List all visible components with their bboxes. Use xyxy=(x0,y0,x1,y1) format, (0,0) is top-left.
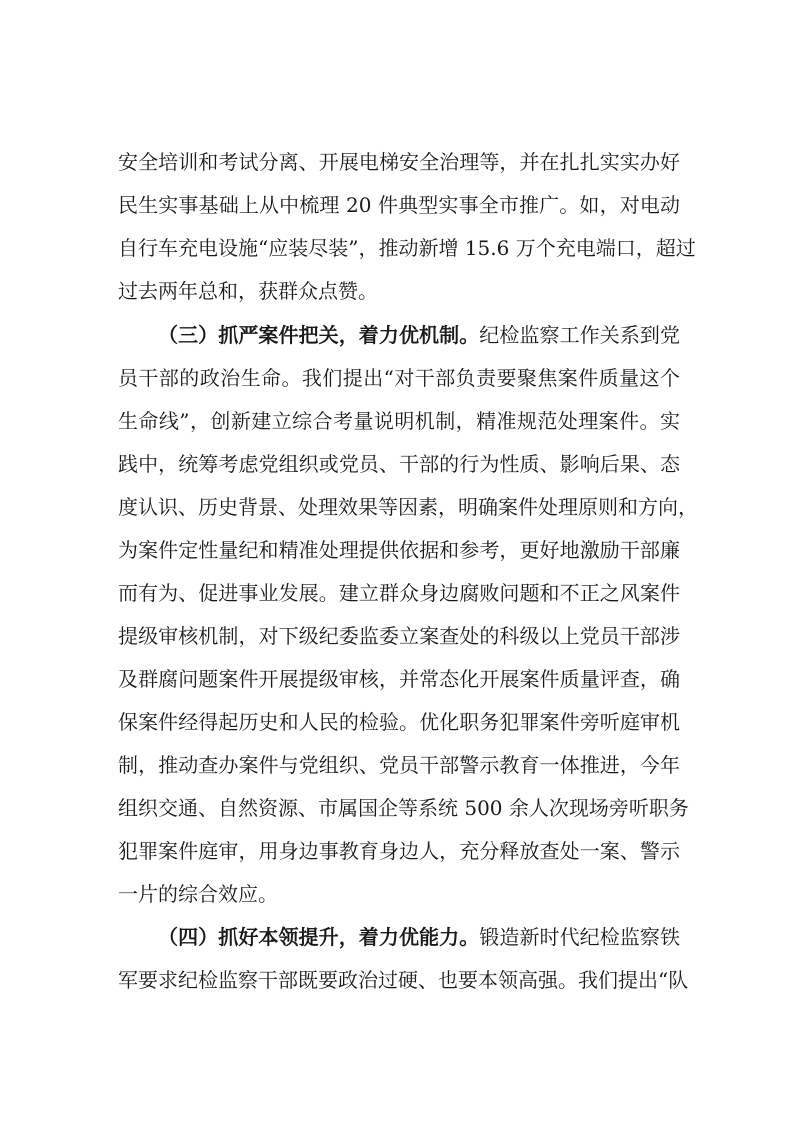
paragraph-line: 保案件经得起历史和人民的检验。优化职务犯罪案件旁听庭审机 xyxy=(118,710,680,734)
section-heading-line xyxy=(158,315,680,355)
paragraph-line: 民生实事基础上从中梳理 20 件典型实事全市推广。如，对电动 xyxy=(118,193,680,217)
paragraph-line: 犯罪案件庭审，用身边事教育身边人，充分释放查处一案、警示 xyxy=(118,839,680,863)
paragraph-line: 制，推动查办案件与党组织、党员干部警示教育一体推进，今年 xyxy=(118,753,680,777)
paragraph-line: 生命线”，创新建立综合考量说明机制，精准规范处理案件。实 xyxy=(118,409,680,433)
paragraph-line: 为案件定性量纪和精准处理提供依据和参考，更好地激励干部廉 xyxy=(118,538,680,562)
paragraph-text: 纪检监察工作关系到党 xyxy=(479,323,681,347)
paragraph-line: 及群腐问题案件开展提级审核，并常态化开展案件质量评查，确 xyxy=(118,667,680,691)
paragraph-line: 而有为、促进事业发展。建立群众身边腐败问题和不正之风案件 xyxy=(118,581,680,605)
section-heading: （四）抓好本领提升，着力优能力。 xyxy=(158,925,480,949)
paragraph-line: 安全培训和考试分离、开展电梯安全治理等，并在扎扎实实办好 xyxy=(118,150,680,174)
paragraph-line: 过去两年总和，获群众点赞。 xyxy=(118,279,378,303)
paragraph-line: 军要求纪检监察干部既要政治过硬、也要本领高强。我们提出“队 xyxy=(118,968,689,992)
paragraph-line: 提级审核机制，对下级纪委监委立案查处的科级以上党员干部涉 xyxy=(118,624,680,648)
paragraph-text: 锻造新时代纪检监察铁 xyxy=(479,925,681,949)
paragraph-line: 员干部的政治生命。我们提出“对干部负责要聚焦案件质量这个 xyxy=(118,366,680,390)
paragraph-line: 度认识、历史背景、处理效果等因素，明确案件处理原则和方向， xyxy=(118,495,698,519)
paragraph-line: 组织交通、自然资源、市属国企等系统 500 余人次现场旁听职务 xyxy=(118,796,689,820)
section-heading: （三）抓严案件把关，着力优机制。 xyxy=(158,323,480,347)
section-heading-line xyxy=(158,917,680,957)
paragraph-line: 践中，统筹考虑党组织或党员、干部的行为性质、影响后果、态 xyxy=(118,452,680,476)
paragraph-line: 自行车充电设施“应装尽装”，推动新增 15.6 万个充电端口，超过 xyxy=(118,236,696,260)
paragraph-line: 一片的综合效应。 xyxy=(118,882,278,906)
